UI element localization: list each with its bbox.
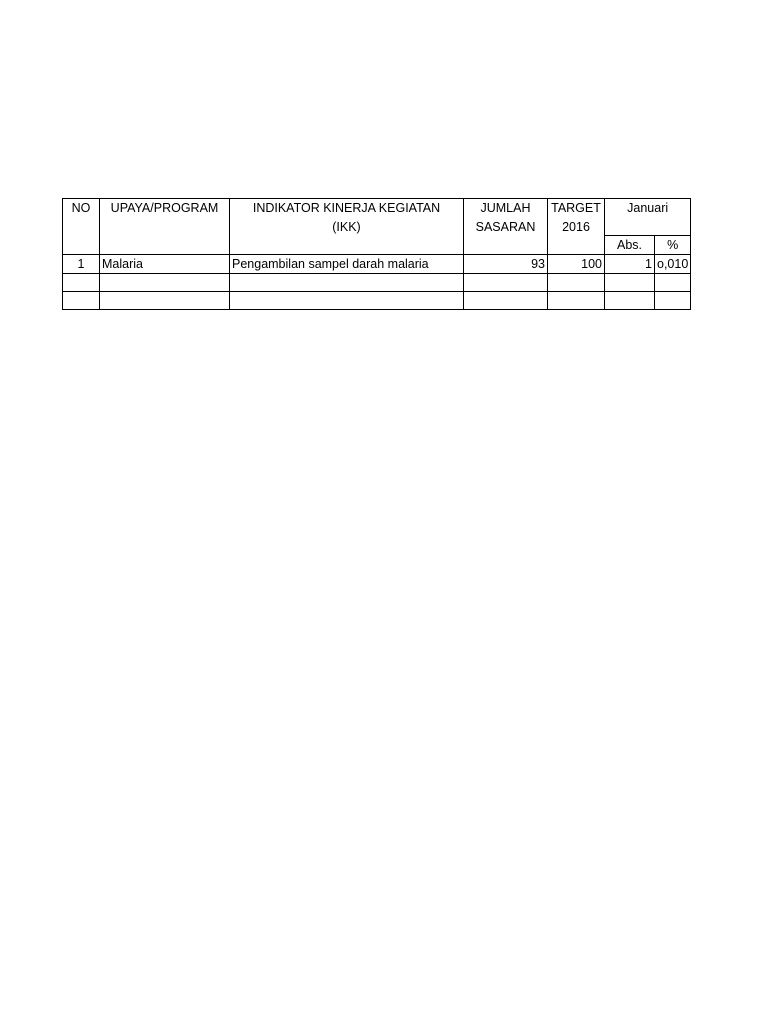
cell-percent — [655, 292, 691, 310]
header-abs: Abs. — [605, 236, 655, 255]
cell-abs — [605, 292, 655, 310]
cell-no — [63, 274, 100, 292]
cell-percent: o,010 — [655, 255, 691, 274]
header-target-2016 — [548, 199, 605, 255]
cell-no — [63, 292, 100, 310]
cell-target — [548, 274, 605, 292]
cell-indicator — [230, 274, 464, 292]
cell-jumlah-sasaran — [464, 292, 548, 310]
header-target-population — [464, 199, 548, 255]
header-row — [63, 199, 691, 236]
header-indicator-line1: INDIKATOR KINERJA KEGIATAN — [252, 201, 441, 215]
cell-program — [100, 274, 230, 292]
cell-jumlah-sasaran — [464, 274, 548, 292]
header-no: NO — [63, 199, 100, 255]
cell-program: Malaria — [100, 255, 230, 274]
header-program: UPAYA/PROGRAM — [100, 199, 230, 255]
header-target-population-line2: SASARAN — [475, 220, 536, 234]
header-month: Januari — [605, 199, 691, 236]
cell-percent — [655, 274, 691, 292]
cell-indicator — [230, 292, 464, 310]
cell-target — [548, 292, 605, 310]
cell-program — [100, 292, 230, 310]
cell-indicator: Pengambilan sampel darah malaria — [230, 255, 464, 274]
cell-jumlah-sasaran: 93 — [464, 255, 548, 274]
table-row — [63, 292, 691, 310]
header-target-population-line1: JUMLAH — [480, 201, 531, 215]
header-target-line2: 2016 — [562, 220, 590, 234]
table-row — [63, 255, 691, 274]
table-row — [63, 274, 691, 292]
header-percent: % — [655, 236, 691, 255]
spreadsheet-area — [62, 198, 691, 310]
cell-abs: 1 — [605, 255, 655, 274]
header-target-line1: TARGET — [551, 201, 601, 215]
cell-abs — [605, 274, 655, 292]
header-indicator-line2: (IKK) — [332, 220, 361, 234]
cell-no: 1 — [63, 255, 100, 274]
header-indicator — [230, 199, 464, 255]
cell-target: 100 — [548, 255, 605, 274]
performance-table — [62, 198, 691, 310]
